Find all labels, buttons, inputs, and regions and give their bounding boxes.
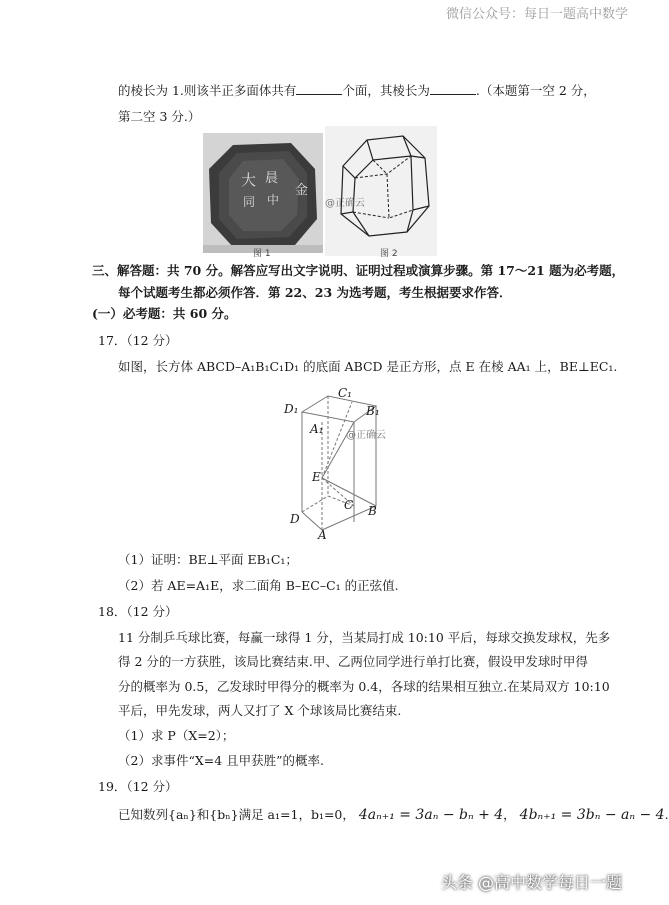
q19-stem-text: 已知数列{aₙ}和{bₙ}满足 a₁=1，b₁=0， [118,807,355,822]
seal-char-1: 大 [241,171,257,189]
label-A: A [318,528,327,542]
intro-text-a: 的棱长为 1.则该半正多面体共有 [118,83,297,98]
label-B: B [368,504,377,518]
q19-formula-1: 4aₙ₊₁ = 3aₙ − bₙ + 4 [358,807,504,823]
intro-line-2: 第二空 3 分.） [118,109,201,124]
seal-char-3: 同 [243,195,256,209]
intro-line-1 [118,82,596,100]
q18-line-3: 分的概率为 0.5，乙发球时甲得分的概率为 0.4，各球的结果相互独立.在某局双方 10:10 [118,679,610,694]
figure-2-polyhedron [325,126,437,256]
q18-part-2: （2）求事件“X=4 且甲获胜”的概率. [118,753,325,768]
q18-part-1: （1）求 P（X=2）； [118,728,235,743]
label-A1: A₁ [310,422,324,436]
q18-line-4: 平后，甲先发球，两人又打了 X 个球该局比赛结束. [118,703,402,718]
q19-formula-2: 4bₙ₊₁ = 3bₙ − aₙ − 4 [519,807,665,823]
q19-stem [118,806,669,824]
label-D1: D₁ [284,402,299,416]
answer-blank-1 [296,82,342,95]
q17-part-2: （2）若 AE=A₁E，求二面角 B–EC–C₁ 的正弦值. [118,578,399,593]
q17-part-1: （1）证明：BE⊥平面 EB₁C₁； [118,552,298,567]
watermark-bottom: 头条 @高中数学每日一题 [440,873,622,892]
label-C: C [344,498,354,512]
seal-char-4: 中 [267,193,280,207]
label-B1: B₁ [366,404,380,418]
section-3-line-1: 三、解答题：共 70 分。解答应写出文字说明、证明过程或演算步骤。第 17～21 题为必考题， [92,263,625,278]
answer-blank-2 [430,82,476,95]
figure-1-photo [203,133,323,253]
label-C1: C₁ [338,386,352,400]
q19-separator: ， [503,807,516,822]
q17-cuboid-figure [282,382,392,542]
watermark-top: 微信公众号：每日一题高中数学 [445,7,628,22]
q17-stem: 如图，长方体 ABCD–A₁B₁C₁D₁ 的底面 ABCD 是正方形，点 E 在棱 AA₁ 上，BE⊥EC₁. [118,359,618,374]
q19-header: 19．（12 分） [98,779,178,794]
polyhedron-diagram [325,126,437,256]
section-3-line-3: (一）必考题：共 60 分。 [92,306,237,321]
q17-header: 17．（12 分） [98,333,178,348]
seal-char-5: 金 [295,183,309,198]
figure-1-caption: 图 1 [253,249,271,259]
intro-text-b: 个面，其棱长为 [342,83,430,98]
intro-text-c: .（本题第一空 2 分， [475,83,596,98]
seal-char-2: 晨 [265,171,279,186]
q17-stamp: @正确云 [346,430,386,441]
figure-2-stamp: @正确云 [325,198,365,209]
figure-2-caption: 图 2 [380,249,398,259]
label-D: D [290,512,300,526]
section-3-line-2: 每个试题考生都必须作答．第 22、23 为选考题，考生根据要求作答． [118,285,512,300]
label-E: E [312,470,321,484]
q18-line-1: 11 分制乒乓球比赛，每赢一球得 1 分，当某局打成 10:10 平后，每球交换发球权，先多 [118,630,611,645]
q19-end: . [664,807,669,822]
q18-line-2: 得 2 分的一方获胜，该局比赛结束.甲、乙两位同学进行单打比赛，假设甲发球时甲得 [118,654,588,669]
q18-header: 18．（12 分） [98,604,178,619]
